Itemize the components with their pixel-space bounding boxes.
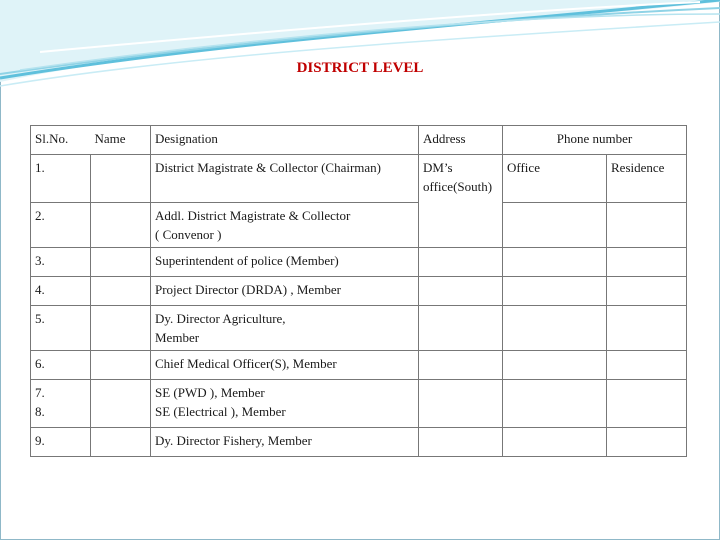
table-header-row [31,126,687,155]
row-number-line: 8. [35,404,45,419]
header-sl-no: Sl.No. [31,126,91,155]
row-designation: Project Director (DRDA) , Member [151,277,419,306]
designation-line: Member [155,330,200,345]
row-number: 2. [31,203,91,248]
page-title: DISTRICT LEVEL [296,60,424,76]
address-line: office(South) [423,179,493,194]
designation-line: Addl. District Magistrate & Collector [155,208,351,223]
row-office [503,351,607,380]
row-number: 4. [31,277,91,306]
row-office [503,203,607,248]
address-line: DM’s [423,160,453,175]
row-designation: Chief Medical Officer(S), Member [151,351,419,380]
row-office [503,277,607,306]
row-number-line: 7. [35,385,45,400]
row-number: 1. [31,155,91,203]
row-name [91,248,151,277]
row-name [91,428,151,457]
row-residence [607,380,687,428]
row-address [419,306,503,351]
row-designation: Superintendent of police (Member) [151,248,419,277]
row-name [91,351,151,380]
row-name [91,203,151,248]
row-designation [151,203,419,248]
row-address [419,203,503,248]
row-office [503,380,607,428]
table-row [31,351,687,380]
table-row [31,306,687,351]
row-address [419,380,503,428]
row-number: 9. [31,428,91,457]
header-designation: Designation [151,126,419,155]
row-residence [607,306,687,351]
header-residence: Residence [607,155,687,203]
header-name: Name [91,126,151,155]
row-address [419,351,503,380]
row-address [419,277,503,306]
row-number: 6. [31,351,91,380]
row-residence [607,351,687,380]
row-residence [607,203,687,248]
header-phone-number: Phone number [503,126,687,155]
table-row [31,428,687,457]
header-office: Office [503,155,607,203]
row-address [419,248,503,277]
designation-line: Dy. Director Agriculture, [155,311,286,326]
row-number [31,380,91,428]
header-address: Address [419,126,503,155]
designation-text: District Magistrate & Collector (Chairman) [155,160,381,175]
designation-line: SE (PWD ), Member [155,385,265,400]
row-designation [151,155,419,203]
table-row [31,380,687,428]
row-office [503,248,607,277]
designation-line: ( Convenor ) [155,227,222,242]
committee-table [30,125,687,457]
row-designation [151,380,419,428]
row-residence [607,277,687,306]
designation-line: SE (Electrical ), Member [155,404,286,419]
row-name [91,155,151,203]
table-row [31,203,687,248]
row-name [91,306,151,351]
row-residence [607,428,687,457]
row-designation [151,306,419,351]
table-row [31,277,687,306]
row-number: 5. [31,306,91,351]
row-number: 3. [31,248,91,277]
row-residence [607,248,687,277]
row-office [503,306,607,351]
row-address [419,155,503,203]
table-row [31,248,687,277]
row-address [419,428,503,457]
row-office [503,428,607,457]
row-name [91,380,151,428]
table-row [31,155,687,203]
row-name [91,277,151,306]
row-designation: Dy. Director Fishery, Member [151,428,419,457]
